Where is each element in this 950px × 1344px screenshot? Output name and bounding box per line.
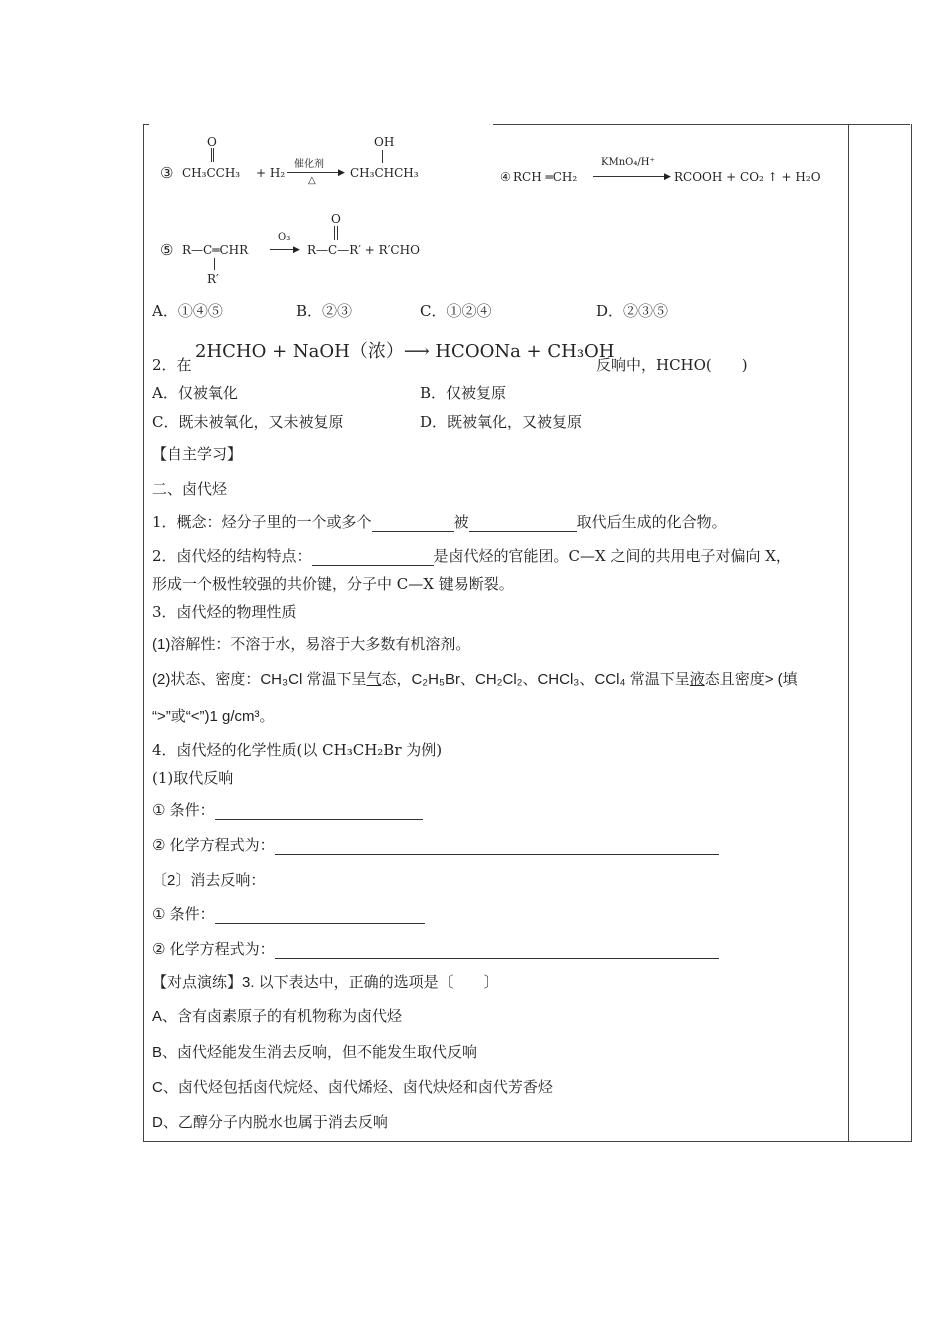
- state-line: [152, 668, 798, 689]
- state-answer-liquid: 液: [689, 671, 705, 688]
- q2-option-c: C．既未被氧化，又未被复原: [152, 413, 344, 431]
- physical-title: 3．卤代烃的物理性质: [152, 603, 297, 621]
- heat-label: △: [308, 175, 316, 186]
- practice-option-c: C、卤代烃包括卤代烷烃、卤代烯烃、卤代炔烃和卤代芳香烃: [152, 1079, 553, 1096]
- q2-suffix: 反响中，HCHO( ): [596, 356, 748, 374]
- practice-option-b: B、卤代烃能发生消去反响，但不能发生取代反响: [152, 1044, 478, 1061]
- concept-text-3: 取代后生成的化合物。: [576, 513, 727, 531]
- concept-text-2: 被: [453, 513, 469, 531]
- single-bond-line: [214, 258, 216, 270]
- equation-label-2: ② 化学方程式为：: [152, 941, 275, 958]
- carbonyl-o-label: O: [331, 212, 341, 226]
- table-column-divider: [848, 124, 849, 1141]
- reaction-arrow: [593, 176, 669, 177]
- equation-blank-1[interactable]: [275, 839, 719, 855]
- state-text-d: “>”或“<”)1 g/cm³。: [152, 708, 275, 725]
- reagent-label: KMnO₄/H⁺: [601, 157, 655, 168]
- substitution-heading: (1)取代反响: [152, 769, 234, 787]
- structure-text-1: 2．卤代烃的结构特点：: [152, 547, 312, 565]
- practice-stem: 【对点演练】3. 以下表达中，正确的选项是〔 〕: [152, 974, 499, 991]
- q2-option-a: A．仅被氧化: [152, 384, 238, 402]
- concept-blank-2[interactable]: [469, 516, 577, 532]
- state-answer-gas: 气: [366, 671, 382, 688]
- reactant: RCH ═CH₂: [513, 170, 578, 184]
- q1-option-c: C．①②④: [420, 302, 492, 320]
- q2-option-b: B．仅被复原: [420, 384, 507, 402]
- equation-blank-2[interactable]: [275, 943, 719, 959]
- reaction-arrow: [287, 172, 343, 173]
- concept-blank-1[interactable]: [372, 516, 454, 532]
- state-text-c: 态且密度> (填: [704, 671, 798, 688]
- reaction-number: ③: [160, 164, 174, 182]
- arrow-head: ▶: [293, 245, 300, 255]
- condition-label-1: ① 条件：: [152, 802, 215, 819]
- q1-option-a: A．①④⑤: [152, 302, 223, 320]
- reaction-number: ④: [500, 170, 511, 184]
- hydroxyl-label: OH: [374, 135, 395, 149]
- self-study-heading: 【自主学习】: [152, 445, 243, 463]
- equation-line-1: [152, 834, 719, 855]
- table-top-border-left: [143, 124, 149, 125]
- section-heading: 二、卤代烃: [152, 480, 228, 498]
- q2-option-d: D．既被氧化，又被复原: [420, 413, 583, 431]
- q1-option-d: D．②③⑤: [596, 302, 669, 320]
- structure-line: [152, 545, 791, 566]
- reactant: CH₃CCH₃: [182, 166, 241, 180]
- condition-blank-2[interactable]: [215, 908, 425, 924]
- structure-text-2: 是卤代烃的官能团。C—X 之间的共用电子对偏向 X，: [433, 547, 791, 565]
- product: CH₃CHCH₃: [350, 166, 419, 180]
- structure-text-3: 形成一个极性较强的共价键，分子中 C—X 键易断裂。: [152, 575, 514, 593]
- catalyst-label: 催化剂: [294, 159, 324, 170]
- reaction-number: ⑤: [160, 241, 174, 259]
- structure-blank[interactable]: [312, 550, 434, 566]
- equation-line-2: [152, 938, 719, 959]
- concept-text-1: 1．概念：烃分子里的一个或多个: [152, 513, 372, 531]
- chemical-title: 4．卤代烃的化学性质(以 CH₃CH₂Br 为例): [152, 741, 443, 759]
- equation-label-1: ② 化学方程式为：: [152, 837, 275, 854]
- q2-prefix: 2．在: [152, 356, 192, 374]
- state-text-b: 态，C₂H₅Br、CH₂Cl₂、CHCl₃、CCl₄ 常温下呈: [381, 671, 690, 688]
- carbonyl-o-label: O: [207, 135, 217, 149]
- state-text-a: (2)状态、密度：CH₃Cl 常温下呈: [152, 671, 367, 688]
- arrow-head: ▶: [338, 168, 345, 178]
- solubility-text: (1)溶解性：不溶于水，易溶于大多数有机溶剂。: [152, 636, 471, 653]
- q2-equation: 2HCHO + NaOH（浓）⟶ HCOONa + CH₃OH: [195, 341, 615, 362]
- elimination-heading: 〔2〕消去反响：: [152, 872, 266, 889]
- arrow-head: ▶: [664, 172, 671, 182]
- practice-option-d: D、乙醇分子内脱水也属于消去反响: [152, 1114, 388, 1131]
- practice-option-a: A、含有卤素原子的有机物称为卤代烃: [152, 1008, 403, 1025]
- reactant: R—C═CHR: [182, 243, 249, 257]
- condition-blank-1[interactable]: [215, 804, 423, 820]
- double-bond-line: [334, 226, 336, 240]
- concept-line: [152, 511, 727, 532]
- r-prime-label: R′: [207, 272, 219, 286]
- hydrogen: + H₂: [256, 166, 286, 180]
- product: R—C—R′ + R′CHO: [307, 243, 420, 257]
- single-bond-line: [382, 150, 384, 163]
- products: RCOOH + CO₂ ↑ + H₂O: [674, 170, 821, 184]
- double-bond-line: [337, 226, 339, 240]
- condition-line-1: [152, 799, 423, 820]
- condition-label-2: ① 条件：: [152, 906, 215, 923]
- double-bond-line: [213, 148, 215, 162]
- condition-line-2: [152, 903, 425, 924]
- reagent-label: O₃: [278, 232, 291, 243]
- q1-option-b: B．②③: [296, 302, 353, 320]
